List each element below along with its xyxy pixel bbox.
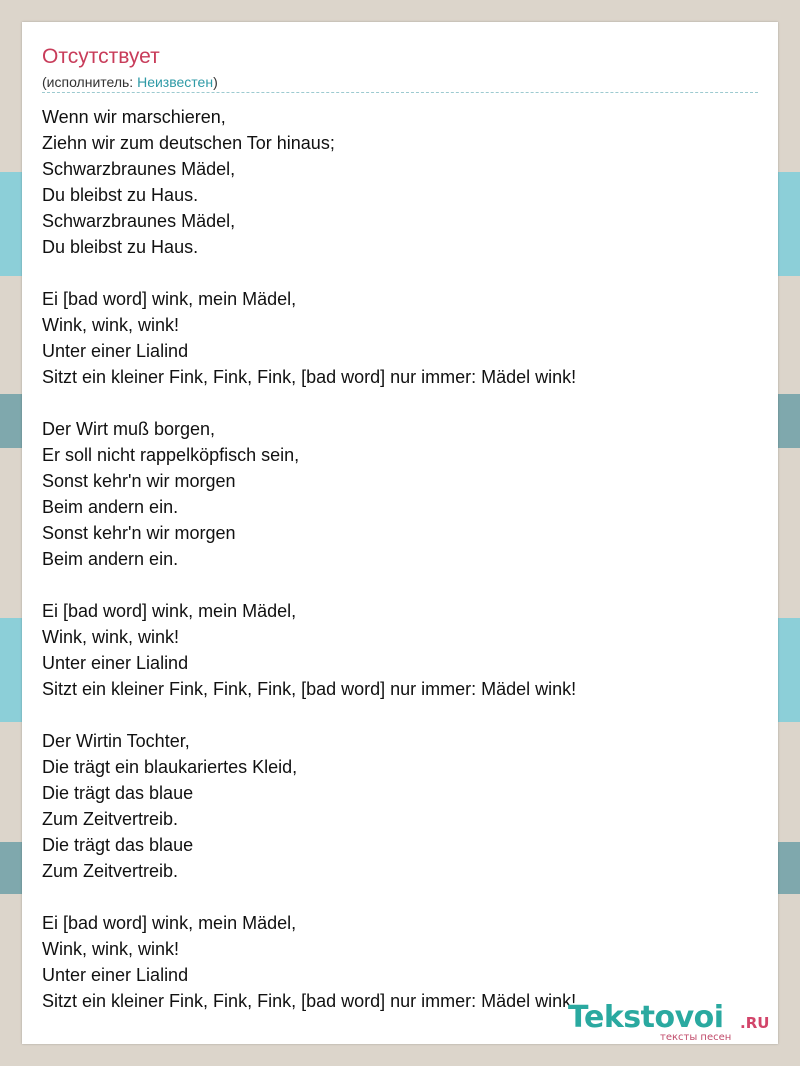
logo-tagline: тексты песен xyxy=(660,1032,732,1043)
lyric-line: Sitzt ein kleiner Fink, Fink, Fink, [bad word] nur immer: Mädel wink! xyxy=(42,991,577,1011)
lyric-line: Die trägt das blaue xyxy=(42,783,194,803)
artist-line xyxy=(42,73,218,91)
lyric-line: Unter einer Lialind xyxy=(42,965,189,985)
lyric-line: Er soll nicht rappelköpfisch sein, xyxy=(42,445,300,465)
lyrics-card xyxy=(22,22,778,1044)
artist-link[interactable]: Неизвестен xyxy=(137,74,214,90)
lyric-line: Wenn wir marschieren, xyxy=(42,107,226,127)
lyric-line: Der Wirtin Tochter, xyxy=(42,731,190,751)
lyric-line: Du bleibst zu Haus. xyxy=(42,185,199,205)
lyric-line: Ei [bad word] wink, mein Mädel, xyxy=(42,289,297,309)
logo-wordmark: Tekstovoi xyxy=(568,1000,724,1035)
lyric-line: Sitzt ein kleiner Fink, Fink, Fink, [bad word] nur immer: Mädel wink! xyxy=(42,679,577,699)
lyric-line: Zum Zeitvertreib. xyxy=(42,861,179,881)
divider xyxy=(42,92,758,93)
stanza-break xyxy=(42,572,758,598)
lyric-line: Zum Zeitvertreib. xyxy=(42,809,179,829)
lyric-line: Beim andern ein. xyxy=(42,549,179,569)
lyric-line: Wink, wink, wink! xyxy=(42,939,180,959)
lyric-line: Ei [bad word] wink, mein Mädel, xyxy=(42,913,297,933)
lyric-line: Unter einer Lialind xyxy=(42,341,189,361)
lyric-line: Ziehn wir zum deutschen Tor hinaus; xyxy=(42,133,335,153)
artist-prefix: (исполнитель: xyxy=(42,74,138,90)
lyric-line: Schwarzbraunes Mädel, xyxy=(42,159,236,179)
logo-domain: .RU xyxy=(740,1014,770,1032)
lyric-line: Wink, wink, wink! xyxy=(42,315,180,335)
lyric-line: Die trägt das blaue xyxy=(42,835,194,855)
stanza-break xyxy=(42,260,758,286)
lyric-line: Du bleibst zu Haus. xyxy=(42,237,199,257)
lyric-line: Sitzt ein kleiner Fink, Fink, Fink, [bad word] nur immer: Mädel wink! xyxy=(42,367,577,387)
lyric-line: Der Wirt muß borgen, xyxy=(42,419,216,439)
song-title: Отсутствует xyxy=(42,45,160,68)
lyric-line: Sonst kehr'n wir morgen xyxy=(42,471,236,491)
lyrics-text xyxy=(42,104,758,1014)
lyric-line: Sonst kehr'n wir morgen xyxy=(42,523,236,543)
lyric-line: Ei [bad word] wink, mein Mädel, xyxy=(42,601,297,621)
lyric-line: Beim andern ein. xyxy=(42,497,179,517)
stanza-break xyxy=(42,702,758,728)
stanza-break xyxy=(42,390,758,416)
lyric-line: Unter einer Lialind xyxy=(42,653,189,673)
lyric-line: Die trägt ein blaukariertes Kleid, xyxy=(42,757,298,777)
site-logo[interactable] xyxy=(568,1000,773,1046)
artist-suffix: ) xyxy=(213,74,218,90)
lyric-line: Wink, wink, wink! xyxy=(42,627,180,647)
stanza-break xyxy=(42,884,758,910)
lyric-line: Schwarzbraunes Mädel, xyxy=(42,211,236,231)
